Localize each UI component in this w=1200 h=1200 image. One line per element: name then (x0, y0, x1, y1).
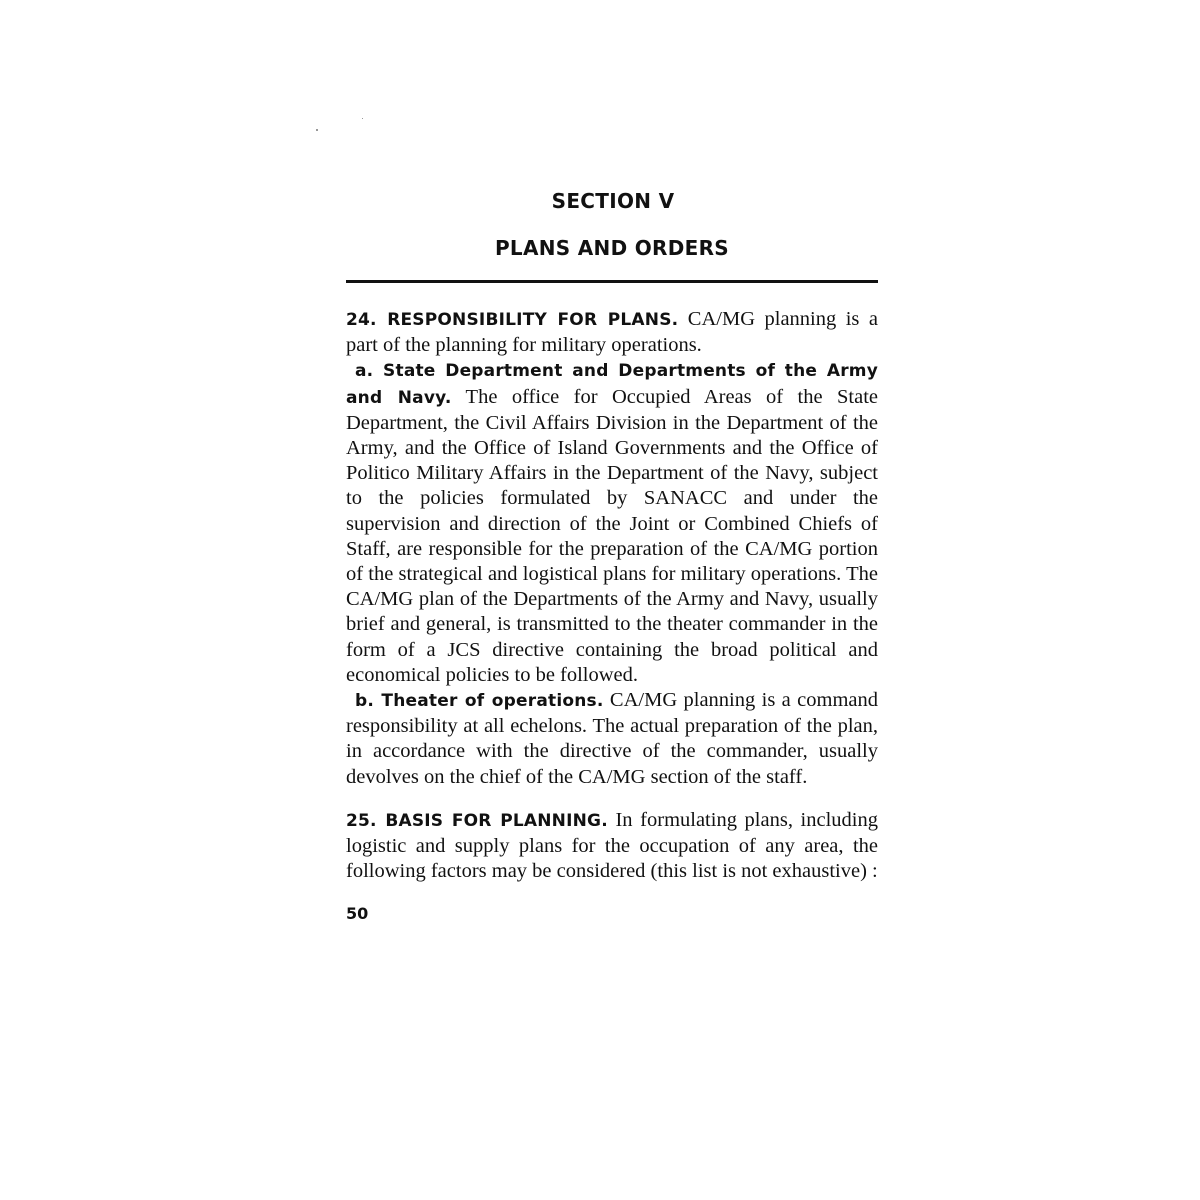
subparagraph-a-text: The office for Occupied Areas of the State Department, the Civil Affairs Division in the Department of the Army, and the Office of Island Governments and the Office of Politico Military Affairs in the Department of the Navy, subject to the policies formulated by SANACC and under the supervision and direction of the Joint or Combined Chiefs of Staff, are responsible for the preparation of the CA/MG portion of the strategical and logistical plans for military operations. The CA/MG plan of the Departments of the Army and Navy, usually brief and general, is transmitted to the theater commander in the form of a JCS directive containing the broad political and economical policies to be followed. (346, 385, 878, 686)
subparagraph-b-heading: b. Theater of operations. (355, 691, 604, 712)
paragraph-24 (346, 307, 878, 358)
page-number: 50 (346, 904, 369, 924)
paragraph-24-text: CA/MG planning is a part of the planning for military operations. (346, 308, 878, 357)
paragraph-25-text: In formulating plans, including logistic and supply plans for the occupation of any area, the following factors may be considered (this list is not exhaustive) : (346, 808, 878, 883)
paragraph-25-heading: 25. BASIS FOR PLANNING. (346, 810, 608, 831)
heading-divider (346, 280, 878, 283)
subparagraph-b-text: CA/MG planning is a command responsibility at all echelons. The actual preparation of the plan, in accordance with the directive of the commander, usually devolves on the chief of the CA/MG section of the staff. (346, 689, 879, 788)
paragraph-24-heading: 24. RESPONSIBILITY FOR PLANS. (346, 310, 679, 330)
section-number: SECTION V (551, 189, 675, 213)
scan-speck (316, 129, 318, 131)
section-title: PLANS AND ORDERS (494, 236, 730, 260)
subparagraph-a-heading: a. State Department and Departments of the Army and Navy. (346, 361, 878, 408)
scan-speck (362, 118, 363, 119)
paragraph-25 (346, 808, 878, 885)
subparagraph-a (346, 358, 878, 688)
subparagraph-b (346, 688, 878, 790)
book-page (346, 186, 878, 923)
